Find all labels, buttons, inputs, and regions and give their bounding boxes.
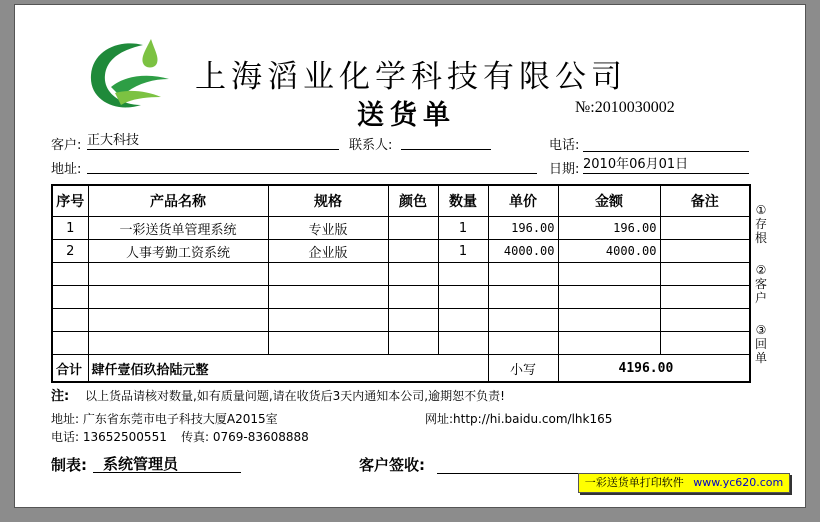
footer-address: 地址: 广东省东莞市电子科技大厦A2015室 <box>51 412 278 426</box>
cell-index[interactable] <box>52 309 88 332</box>
company-logo-icon <box>81 31 175 115</box>
ad-url[interactable]: www.yc620.com <box>693 476 784 489</box>
note-label: 注: <box>51 389 70 404</box>
cell-spec[interactable]: 专业版 <box>268 217 388 240</box>
table-row <box>52 332 750 355</box>
cell-spec[interactable] <box>268 263 388 286</box>
cell-remark[interactable] <box>660 263 750 286</box>
note-text: 以上货品请核对数量,如有质量问题,请在收货后3天内通知本公司,逾期恕不负责! <box>85 389 505 403</box>
cell-unit-price[interactable]: 196.00 <box>488 217 558 240</box>
document-number: №:2010030002 <box>575 99 675 116</box>
cell-index[interactable] <box>52 286 88 309</box>
copy-receipt-text: 回单 <box>754 337 767 365</box>
table-row <box>52 217 750 240</box>
date-label: 日期: <box>549 162 580 177</box>
copy-receipt-label <box>753 323 769 365</box>
cell-remark[interactable] <box>660 240 750 263</box>
footer-website: 网址:http://hi.baidu.com/lhk165 <box>425 412 613 426</box>
cell-spec[interactable] <box>268 309 388 332</box>
phone-label: 电话: <box>549 138 580 153</box>
company-name: 上海滔业化学科技有限公司 <box>195 59 627 95</box>
cell-quantity[interactable] <box>438 332 488 355</box>
header-color: 颜色 <box>388 185 438 217</box>
cell-index[interactable]: 2 <box>52 240 88 263</box>
items-table <box>51 184 751 383</box>
software-ad-banner[interactable] <box>578 473 790 493</box>
cell-index[interactable] <box>52 332 88 355</box>
cell-index[interactable] <box>52 263 88 286</box>
header-unit-price: 单价 <box>488 185 558 217</box>
table-row <box>52 286 750 309</box>
cell-spec[interactable] <box>268 332 388 355</box>
maker-label: 制表: <box>51 456 87 474</box>
cell-color[interactable] <box>388 263 438 286</box>
customer-sign-label: 客户签收: <box>359 456 425 474</box>
total-label: 合计 <box>52 355 88 383</box>
customer-field[interactable]: 正大科技 <box>87 133 339 150</box>
cell-index[interactable]: 1 <box>52 217 88 240</box>
cell-product[interactable]: 一彩送货单管理系统 <box>88 217 268 240</box>
customer-label: 客户: <box>51 138 82 153</box>
cell-product[interactable] <box>88 332 268 355</box>
cell-product[interactable] <box>88 286 268 309</box>
cell-spec[interactable] <box>268 286 388 309</box>
document-title: 送货单 <box>357 100 456 131</box>
copy-stub-label <box>753 203 769 245</box>
address-label: 地址: <box>51 162 82 177</box>
table-row <box>52 263 750 286</box>
cell-quantity[interactable] <box>438 309 488 332</box>
cell-unit-price[interactable] <box>488 309 558 332</box>
cell-product[interactable] <box>88 309 268 332</box>
footer-phone: 电话: 13652500551 <box>51 430 167 444</box>
cell-color[interactable] <box>388 309 438 332</box>
copy-stub-number: ① <box>755 203 767 217</box>
cell-amount[interactable] <box>558 263 660 286</box>
copy-stub-text: 存根 <box>754 217 767 245</box>
header-remark: 备注 <box>660 185 750 217</box>
cell-amount[interactable]: 196.00 <box>558 217 660 240</box>
cell-unit-price[interactable] <box>488 286 558 309</box>
cell-unit-price[interactable] <box>488 263 558 286</box>
total-in-words[interactable]: 肆仟壹佰玖拾陆元整 <box>88 355 488 383</box>
cell-color[interactable] <box>388 240 438 263</box>
ad-text: 一彩送货单打印软件 <box>584 476 684 489</box>
maker-field[interactable]: 系统管理员 <box>93 455 241 473</box>
phone-field[interactable] <box>583 135 749 152</box>
total-amount[interactable]: 4196.00 <box>558 355 750 383</box>
cell-quantity[interactable] <box>438 263 488 286</box>
cell-color[interactable] <box>388 217 438 240</box>
contact-field[interactable] <box>401 133 491 150</box>
copy-customer-number: ② <box>755 263 767 277</box>
cell-amount[interactable]: 4000.00 <box>558 240 660 263</box>
cell-product[interactable] <box>88 263 268 286</box>
cell-remark[interactable] <box>660 286 750 309</box>
copy-receipt-number: ③ <box>755 323 767 337</box>
date-field[interactable]: 2010年06月01日 <box>583 157 749 174</box>
table-row <box>52 240 750 263</box>
header-spec: 规格 <box>268 185 388 217</box>
cell-unit-price[interactable]: 4000.00 <box>488 240 558 263</box>
cell-remark[interactable] <box>660 332 750 355</box>
small-label: 小写 <box>488 355 558 383</box>
cell-amount[interactable] <box>558 309 660 332</box>
cell-remark[interactable] <box>660 217 750 240</box>
cell-amount[interactable] <box>558 332 660 355</box>
note <box>51 385 505 404</box>
address-field[interactable] <box>87 157 537 174</box>
header-index: 序号 <box>52 185 88 217</box>
cell-color[interactable] <box>388 286 438 309</box>
table-row <box>52 309 750 332</box>
copy-customer-label <box>753 263 769 305</box>
table-header-row <box>52 185 750 217</box>
cell-spec[interactable]: 企业版 <box>268 240 388 263</box>
copy-customer-text: 客户 <box>754 277 767 305</box>
footer-fax: 传真: 0769-83608888 <box>181 430 309 444</box>
cell-color[interactable] <box>388 332 438 355</box>
header-product: 产品名称 <box>88 185 268 217</box>
cell-quantity[interactable] <box>438 286 488 309</box>
cell-amount[interactable] <box>558 286 660 309</box>
header-amount: 金额 <box>558 185 660 217</box>
cell-quantity[interactable]: 1 <box>438 240 488 263</box>
customer-sign-field[interactable] <box>437 455 747 474</box>
contact-label: 联系人: <box>349 138 393 153</box>
total-row <box>52 355 750 383</box>
delivery-note-paper <box>14 4 806 508</box>
cell-unit-price[interactable] <box>488 332 558 355</box>
cell-quantity[interactable]: 1 <box>438 217 488 240</box>
cell-remark[interactable] <box>660 309 750 332</box>
cell-product[interactable]: 人事考勤工资系统 <box>88 240 268 263</box>
header-quantity: 数量 <box>438 185 488 217</box>
